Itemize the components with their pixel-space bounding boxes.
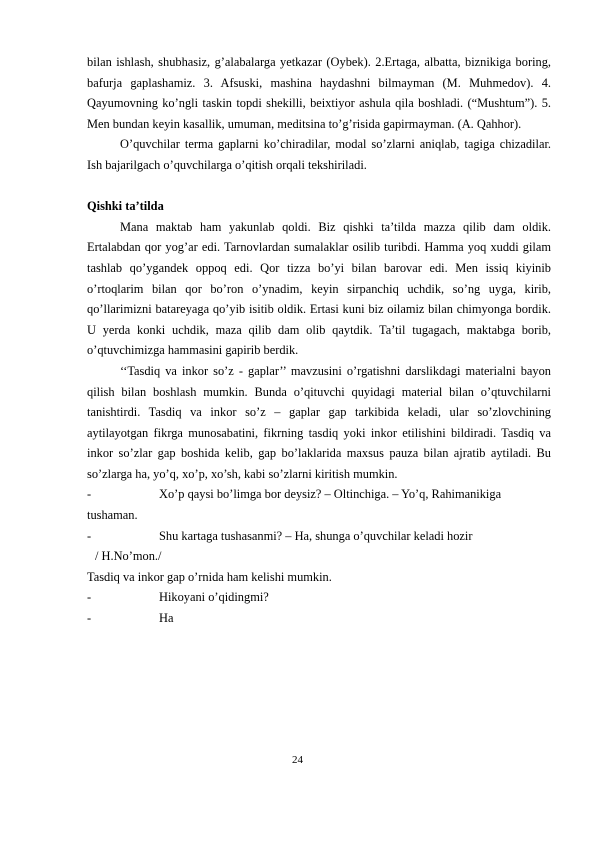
document-page (87, 52, 551, 629)
paragraph-note: Tasdiq va inkor gap o’rnida ham kelishi mumkin. (87, 569, 332, 584)
dialog-line (87, 587, 551, 608)
dialog-continuation: tushaman. (87, 508, 138, 523)
dash-marker: - (87, 487, 92, 502)
dash-marker: - (87, 528, 92, 543)
dialog-text: Ha (159, 611, 174, 626)
source-attribution: / H.No’mon./ (95, 549, 162, 564)
dialog-line (87, 526, 551, 547)
spacer (87, 176, 551, 197)
section-heading: Qishki ta’tilda (87, 199, 164, 214)
page-number: 24 (292, 754, 303, 766)
dialog-text: Xo’p qaysi bo’limga bor deysiz? – Oltinchiga. – Yo’q, Rahimanikiga (159, 487, 502, 502)
dialog-text: Hikoyani o’qidingmi? (159, 590, 269, 605)
dialog-line (87, 608, 551, 629)
paragraph-theory: ‘‘Tasdiq va inkor so’z - gaplar’’ mavzusini o’rgatishni darslikdagi materialni bayon qilish bilan boshlash mumkin. Bunda o’qituvchi quyidagi material bilan o’qtuvchilarni tanishtirdi. Tasdiq va inkor so’z – gaplar gap tarkibida keladi, ular so’zlovchining aytilayotgan fikrga munosabatini, fikrning tasdiq yoki inkor etilishini bildiradi. Tasdiq va inkor so’zlar gap boshida kelib, gap bo’laklarida maxsus pauza bilan ajratib aytiladi. Bu so’zlarga ha, yo’q, xo’p, xo’sh, kabi so’zlarni kiritish mumkin. (87, 363, 551, 481)
dash-marker: - (87, 611, 92, 626)
paragraph-examples: bilan ishlash, shubhasiz, g’alabalarga yetkazar (Oybek). 2.Ertaga, albatta, biznikiga boring, bafurja gaplashamiz. 3. Afsuski, mashina haydashni bilmayman (M. Muhmedov). 4. Qayumovning ko’ngli taskin topdi shekilli, beixtiyor ashula qila boshladi. (“Mushtum”). 5. Men bundan keyin kasallik, umuman, meditsina to’g’risida gapirmayman. (A. Qahhor). (87, 55, 551, 131)
dialog-line (87, 484, 551, 505)
paragraph-task: O’quvchilar terma gaplarni ko’chiradilar, modal so’zlarni aniqlab, tagiga chizadilar. Ish bajarilgach o’quvchilarga o’qitish orqali tekshiriladi. (87, 137, 551, 172)
paragraph-story: Mana maktab ham yakunlab qoldi. Biz qishki ta’tilda mazza qilib dam oldik. Ertalabdan qor yog’ar edi. Tarnovlardan sumalaklar osilib turibdi. Hamma yoq xuddi gilam tashlab qo’ygandek oppoq edi. Qor tizza bo’yi bilan barovar edi. Men issiq kiyinib o’rtoqlarim bilan qor bo’ron o’ynadim, keyin sirpanchiq uchdik, so’ng uyga, kirib, qo’llarimizni batareyaga qo’yib isitib oldik. Ertasi kuni biz oilamiz bilan chimyonga bordik. U yerda konki uchdik, maza qilib dam olib qaytdik. Ta’til tugagach, maktabga borib, o’qtuvchimizga hammasini gapirib berdik. (87, 219, 551, 358)
dialog-text: Shu kartaga tushasanmi? – Ha, shunga o’quvchilar keladi hozir (159, 528, 473, 543)
dash-marker: - (87, 590, 92, 605)
